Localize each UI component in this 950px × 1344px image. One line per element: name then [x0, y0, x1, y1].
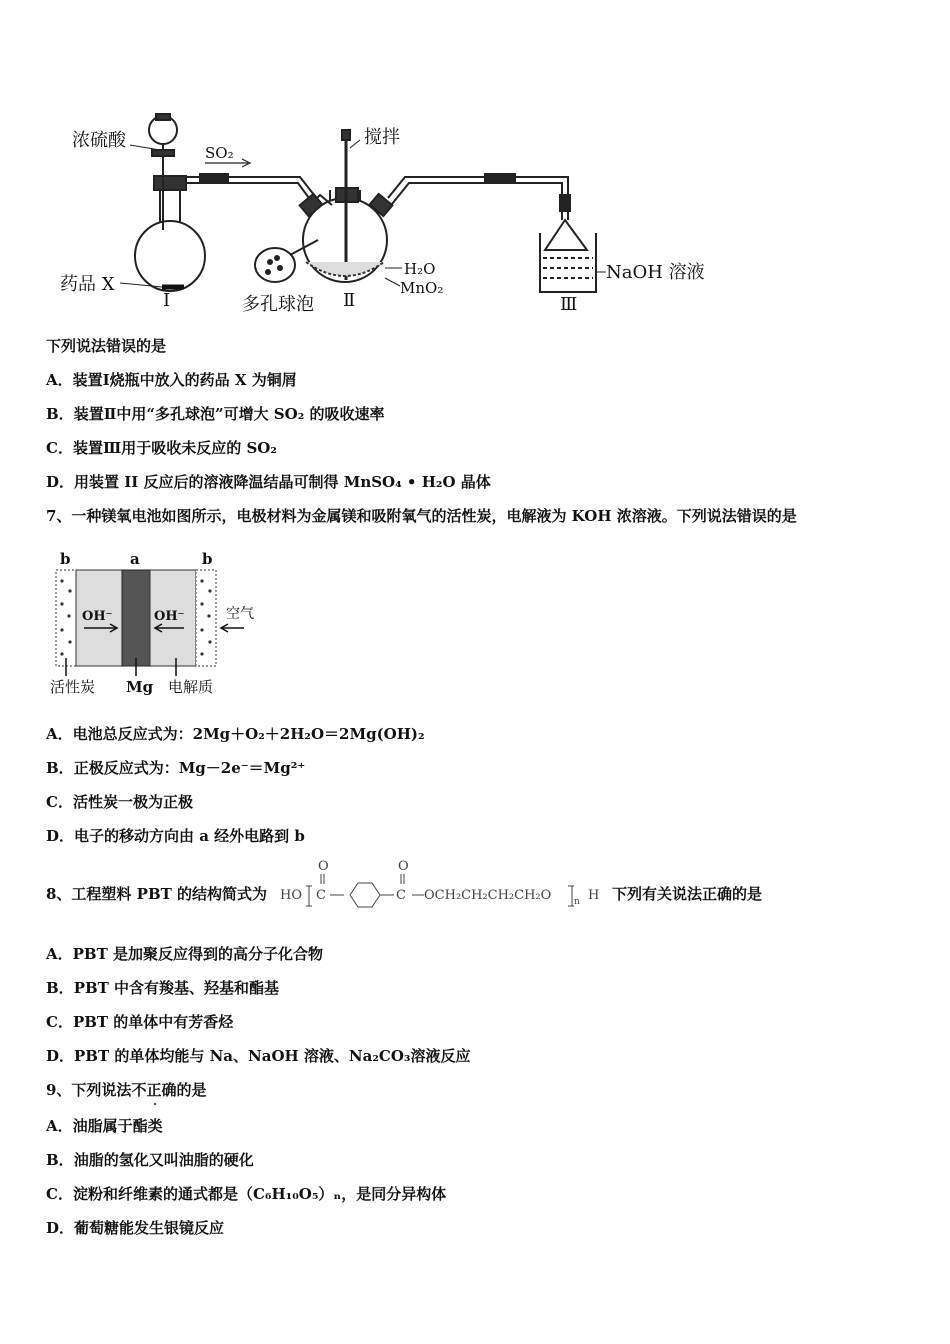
q6-option-b[interactable]: B．装置Ⅱ中用“多孔球泡”可增大 SO₂ 的吸收速率 [46, 405, 385, 423]
q9-stem: 9、下列说法不正确的是 [46, 1081, 207, 1099]
q6-option-d[interactable]: D．用装置 II 反应后的溶液降温结晶可制得 MnSO₄ • H₂O 晶体 [46, 473, 491, 491]
svg-text:O: O [398, 859, 409, 874]
label-device-1: Ⅰ [163, 290, 171, 311]
q8-option-b[interactable]: B．PBT 中含有羧基、羟基和酯基 [46, 979, 280, 997]
label-naoh: NaOH 溶液 [606, 262, 705, 283]
svg-text:C: C [316, 888, 326, 903]
label-oh-left: OH⁻ [82, 609, 113, 624]
label-oh-right: OH⁻ [154, 609, 185, 624]
q9-option-d[interactable]: D．葡萄糖能发生银镜反应 [46, 1219, 225, 1237]
label-carbon: 活性炭 [50, 678, 96, 696]
svg-text:n: n [574, 897, 580, 907]
beaker [540, 233, 596, 292]
q8-option-c[interactable]: C．PBT 的单体中有芳香烃 [46, 1013, 234, 1031]
svg-text:O: O [318, 859, 329, 874]
apparatus-figure [0, 0, 950, 330]
flask-1 [135, 221, 205, 291]
pbt-formula [278, 852, 608, 912]
q9-emphasis: 不正确 [131, 1081, 177, 1099]
label-b-left: b [60, 550, 71, 568]
battery-figure [44, 546, 304, 696]
label-a: a [130, 550, 140, 568]
q8-option-d[interactable]: D．PBT 的单体均能与 Na、NaOH 溶液、Na₂CO₃溶液反应 [46, 1047, 471, 1065]
q7-option-c[interactable]: C．活性炭一极为正极 [46, 793, 193, 811]
q7-option-d[interactable]: D．电子的移动方向由 a 经外电路到 b [46, 827, 305, 845]
label-mno2: MnO₂ [400, 279, 444, 297]
carbon-electrode-left [56, 570, 76, 666]
q7-option-b[interactable]: B．正极反应式为：Mg－2e⁻＝Mg²⁺ [46, 759, 306, 777]
q7-option-a[interactable]: A．电池总反应式为：2Mg＋O₂＋2H₂O＝2Mg(OH)₂ [46, 725, 425, 743]
q8-option-a[interactable]: A．PBT 是加聚反应得到的高分子化合物 [46, 945, 323, 963]
svg-text:H: H [588, 888, 600, 903]
q9-option-a[interactable]: A．油脂属于酯类 [46, 1117, 163, 1135]
label-air: 空气 [226, 606, 254, 622]
q9-option-c[interactable]: C．淀粉和纤维素的通式都是（C₆H₁₀O₅）ₙ，是同分异构体 [46, 1185, 447, 1203]
q8-stem-after: 下列有关说法正确的是 [612, 885, 763, 903]
label-so2: SO₂ [205, 144, 234, 162]
svg-text:C: C [396, 888, 406, 903]
label-drug-x: 药品 X [60, 274, 115, 295]
label-device-2: Ⅱ [343, 290, 356, 311]
q6-option-a[interactable]: A．装置Ⅰ烧瓶中放入的药品 X 为铜屑 [46, 371, 297, 389]
label-electrolyte: 电解质 [168, 678, 214, 696]
svg-text:HO: HO [280, 888, 302, 903]
porous-bulb [255, 248, 295, 282]
label-device-3: Ⅲ [560, 294, 578, 315]
q8-stem-before: 8、工程塑料 PBT 的结构简式为 [46, 885, 268, 903]
label-b-right: b [202, 550, 213, 568]
q6-stem: 下列说法错误的是 [46, 337, 167, 355]
label-bulb: 多孔球泡 [242, 294, 314, 315]
q9-option-b[interactable]: B．油脂的氢化又叫油脂的硬化 [46, 1151, 254, 1169]
label-water: H₂O [404, 260, 436, 278]
label-mg: Mg [126, 678, 154, 696]
label-stir: 搅拌 [364, 127, 400, 148]
q7-stem: 7、一种镁氧电池如图所示，电极材料为金属镁和吸附氧气的活性炭，电解液为 KOH 浓溶液。下列说法错误的是 [46, 507, 797, 525]
carbon-electrode-right [196, 570, 216, 666]
mg-electrode [122, 570, 150, 666]
q6-option-c[interactable]: C．装置Ⅲ用于吸收未反应的 SO₂ [46, 439, 277, 457]
label-acid: 浓硫酸 [72, 130, 126, 151]
svg-text:OCH₂CH₂CH₂CH₂O: OCH₂CH₂CH₂CH₂O [424, 888, 552, 903]
